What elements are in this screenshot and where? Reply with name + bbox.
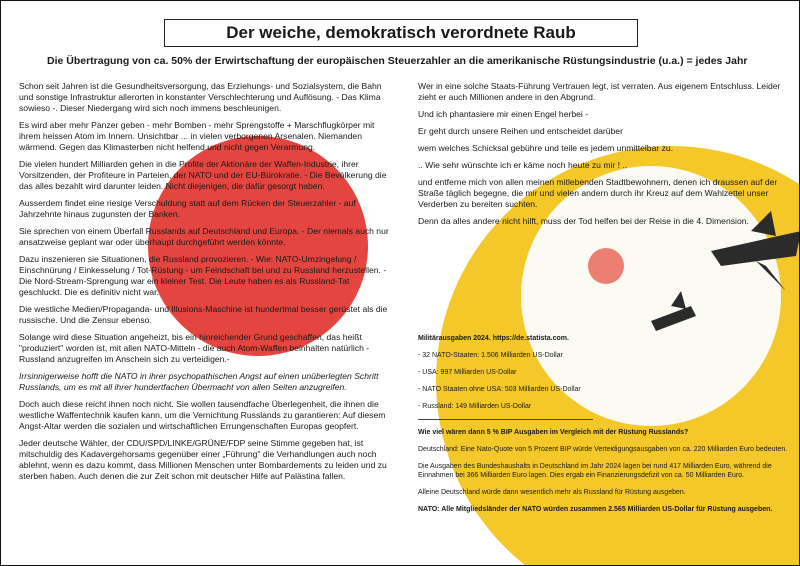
paragraph: Es wird aber mehr Panzer geben - mehr Bomben - mehr Sprengstoffe + Marschflugkörper mit ihrem heissen Atom im Innern. Unsichtbar ... in vielen verborgenen Arsenalen. Niemanden wärmend. Gegen das Klimasterben nicht helfend und nicht gegen Verarmung. — [19, 120, 375, 152]
paragraph: Denn da alles andere nicht hilft, muss der Tod helfen bei der Reise in die 4. Dimension. — [418, 216, 749, 226]
stats-note: Die Ausgaben des Bundeshaushalts in Deutschland im Jahr 2024 lagen bei rund 417 Milliarden Euro, während die Einnahmen bei 366 Milliarden Euro lagen. Dies ergab ein Finanzierungsdefizit von ca. 50 Milliarden Euro. — [418, 463, 772, 479]
paragraph: Schon seit Jahren ist die Gesundheitsversorgung, das Erziehungs- und Sozialsystem, die Bahn und sonstige Infrastruktur allerorten in konstanter Verschlechterung und Auflösung. - Das Klima sowieso -. Dieser Niedergang wird sich noch immens beschleunigen. — [19, 81, 382, 113]
subtitle: Die Übertragung von ca. 50% der Erwirtschaftung der europäischen Steuerzahler an die amerikanische Rüstungsindustrie (u.a.) = jedes Jahr — [47, 55, 748, 67]
paragraph: Die westliche Medien/Propaganda- und Illusions-Maschine ist hundertmal besser gerüstet als die russische. Und die Zensur ebenso. — [19, 304, 388, 325]
paragraph: Er geht durch unsere Reihen und entscheidet darüber — [418, 126, 623, 136]
paragraph: Jeder deutsche Wähler, der CDU/SPD/LINKE/GRÜNE/FDP seine Stimme gegeben hat, ist mitschuldig des Kadavergehorsams gegenüber einer „Führung" die Verhandlungen auch noch ablehnt, wenn es dazu kommt, dass Millionen Menschen unter Bombardements zu leiden und zu sterben haben. Auch denen die zur Zeit schon mit deutscher Hilfe auf Palästina fallen. — [19, 438, 387, 481]
paragraph: Dazu inszenieren sie Situationen, die Russland provozieren. - Wie: NATO-Umzingelung / Einschnürung / Einkesselung / Tot-Rüstung - um Feindschaft bei und zu Russland herzustellen. - Die Nord-Stream-Sprengung war ein kleiner Test. Die Leute haben es als Russland-Tat geschluckt. Die es definitiv nicht war. — [19, 254, 387, 297]
stats-item: - NATO Staaten ohne USA: 503 Milliarden US-Dollar — [418, 386, 581, 393]
stats-item: - 32 NATO-Staaten: 1.506 Milliarden US-Dollar — [418, 352, 563, 359]
stats-note: Deutschland: Eine Nato-Quote von 5 Prozent BIP würde Verteidigungsausgaben von ca. 220 Milliarden Euro bedeuten. — [418, 446, 788, 453]
paragraph: Ausserdem findet eine riesige Verschuldung statt auf dem Rücken der Steuerzahler - auf Jahrzehnte hinaus zugunsten der Banken. — [19, 198, 356, 219]
stats-item: - USA: 997 Milliarden US-Dollar — [418, 369, 517, 376]
stats-question: Wie viel wären dann 5 % BIP Ausgaben im Vergleich mit der Rüstung Russlands? — [418, 429, 689, 436]
paragraph: und entferne mich von allen meinen mitlebenden Stadtbewohnern, denen ich draussen auf der Straße täglich begegne, die mir und vielen andern durch ihr Kreuz auf dem Wahlzettel unser Verderben zu bereiten suchten. — [418, 177, 778, 209]
paragraph: Solange wird diese Situation angeheizt, bis ein hinreichender Grund geschaffen, das heißt "produziert" worden ist, mit allen NATO-Mitteln - die auch Atom-Waffen beinhalten natürlich - Russland anzugreifen im Anschein sich zu verteidigen.- — [19, 332, 370, 364]
title-box — [164, 19, 638, 47]
paragraph: wem welches Schicksal gebühre und teile es jedem unmittelbar zu. — [418, 143, 674, 153]
paragraph: .. Wie sehr wünschte ich er käme noch heute zu mir ! .. — [418, 160, 628, 170]
divider — [418, 419, 593, 420]
right-column — [418, 81, 788, 233]
paragraph: Wer in eine solche Staats-Führung Vertrauen legt, ist verraten. Aus eigenem Entschluss. Leider zieht er auch Millionen andere in den Abgrund. — [418, 81, 781, 102]
paragraph: Doch auch diese reicht ihnen noch nicht. Sie wollen tausendfache Überlegenheit, die ihnen die westliche Waffentechnik kaufen kann, um die Vernichtung Russlands zu garantieren: Auf diesem Angst-Altar werden die sozialen und wirtschaftlichen Errungenschaften Europas geopfert. — [19, 399, 386, 431]
page-title: Der weiche, demokratisch verordnete Raub — [226, 23, 576, 42]
stats-note: Alleine Deutschland würde dann wesentlich mehr als Russland für Rüstung ausgeben. — [418, 489, 686, 496]
stats-conclusion: NATO: Alle Mitgliedsländer der NATO würden zusammen 2.565 Milliarden US-Dollar für Rüstung ausgeben. — [418, 506, 773, 513]
paragraph: Die vielen hundert Milliarden gehen in die Profite der Aktionäre der Waffen-Industrie, ihrer Vorsitzenden, der Profiteure in Parteien, der NATO und der EU-Bürokratie. - Die Bevölkerung die das alles bezahlt wird darunter leiden. Nicht diejenigen, die dafür gesorgt haben. — [19, 159, 387, 191]
stats-heading: Militärausgaben 2024. https://de.statista.com. — [418, 335, 569, 342]
stats-item: - Russland: 149 Milliarden US-Dollar — [418, 403, 532, 410]
left-column — [19, 81, 394, 488]
paragraph: Und ich phantasiere mir einen Engel herbei - — [418, 109, 589, 119]
paragraph-italic: Irrsinnigerweise hofft die NATO in ihrer psychopathischen Angst auf einen unüberlegten Schritt Russlands, um es mit all ihrer hundertfachen Übermacht von allen Seiten anzugreifen. — [19, 371, 379, 392]
paragraph: Sie sprechen von einem Überfall Russlands auf Deutschland und Europa. - Der niemals auch nur ansatzweise geplant war oder überhaupt durchgeführt werden könnte. — [19, 226, 389, 247]
military-spending-section — [418, 334, 788, 522]
